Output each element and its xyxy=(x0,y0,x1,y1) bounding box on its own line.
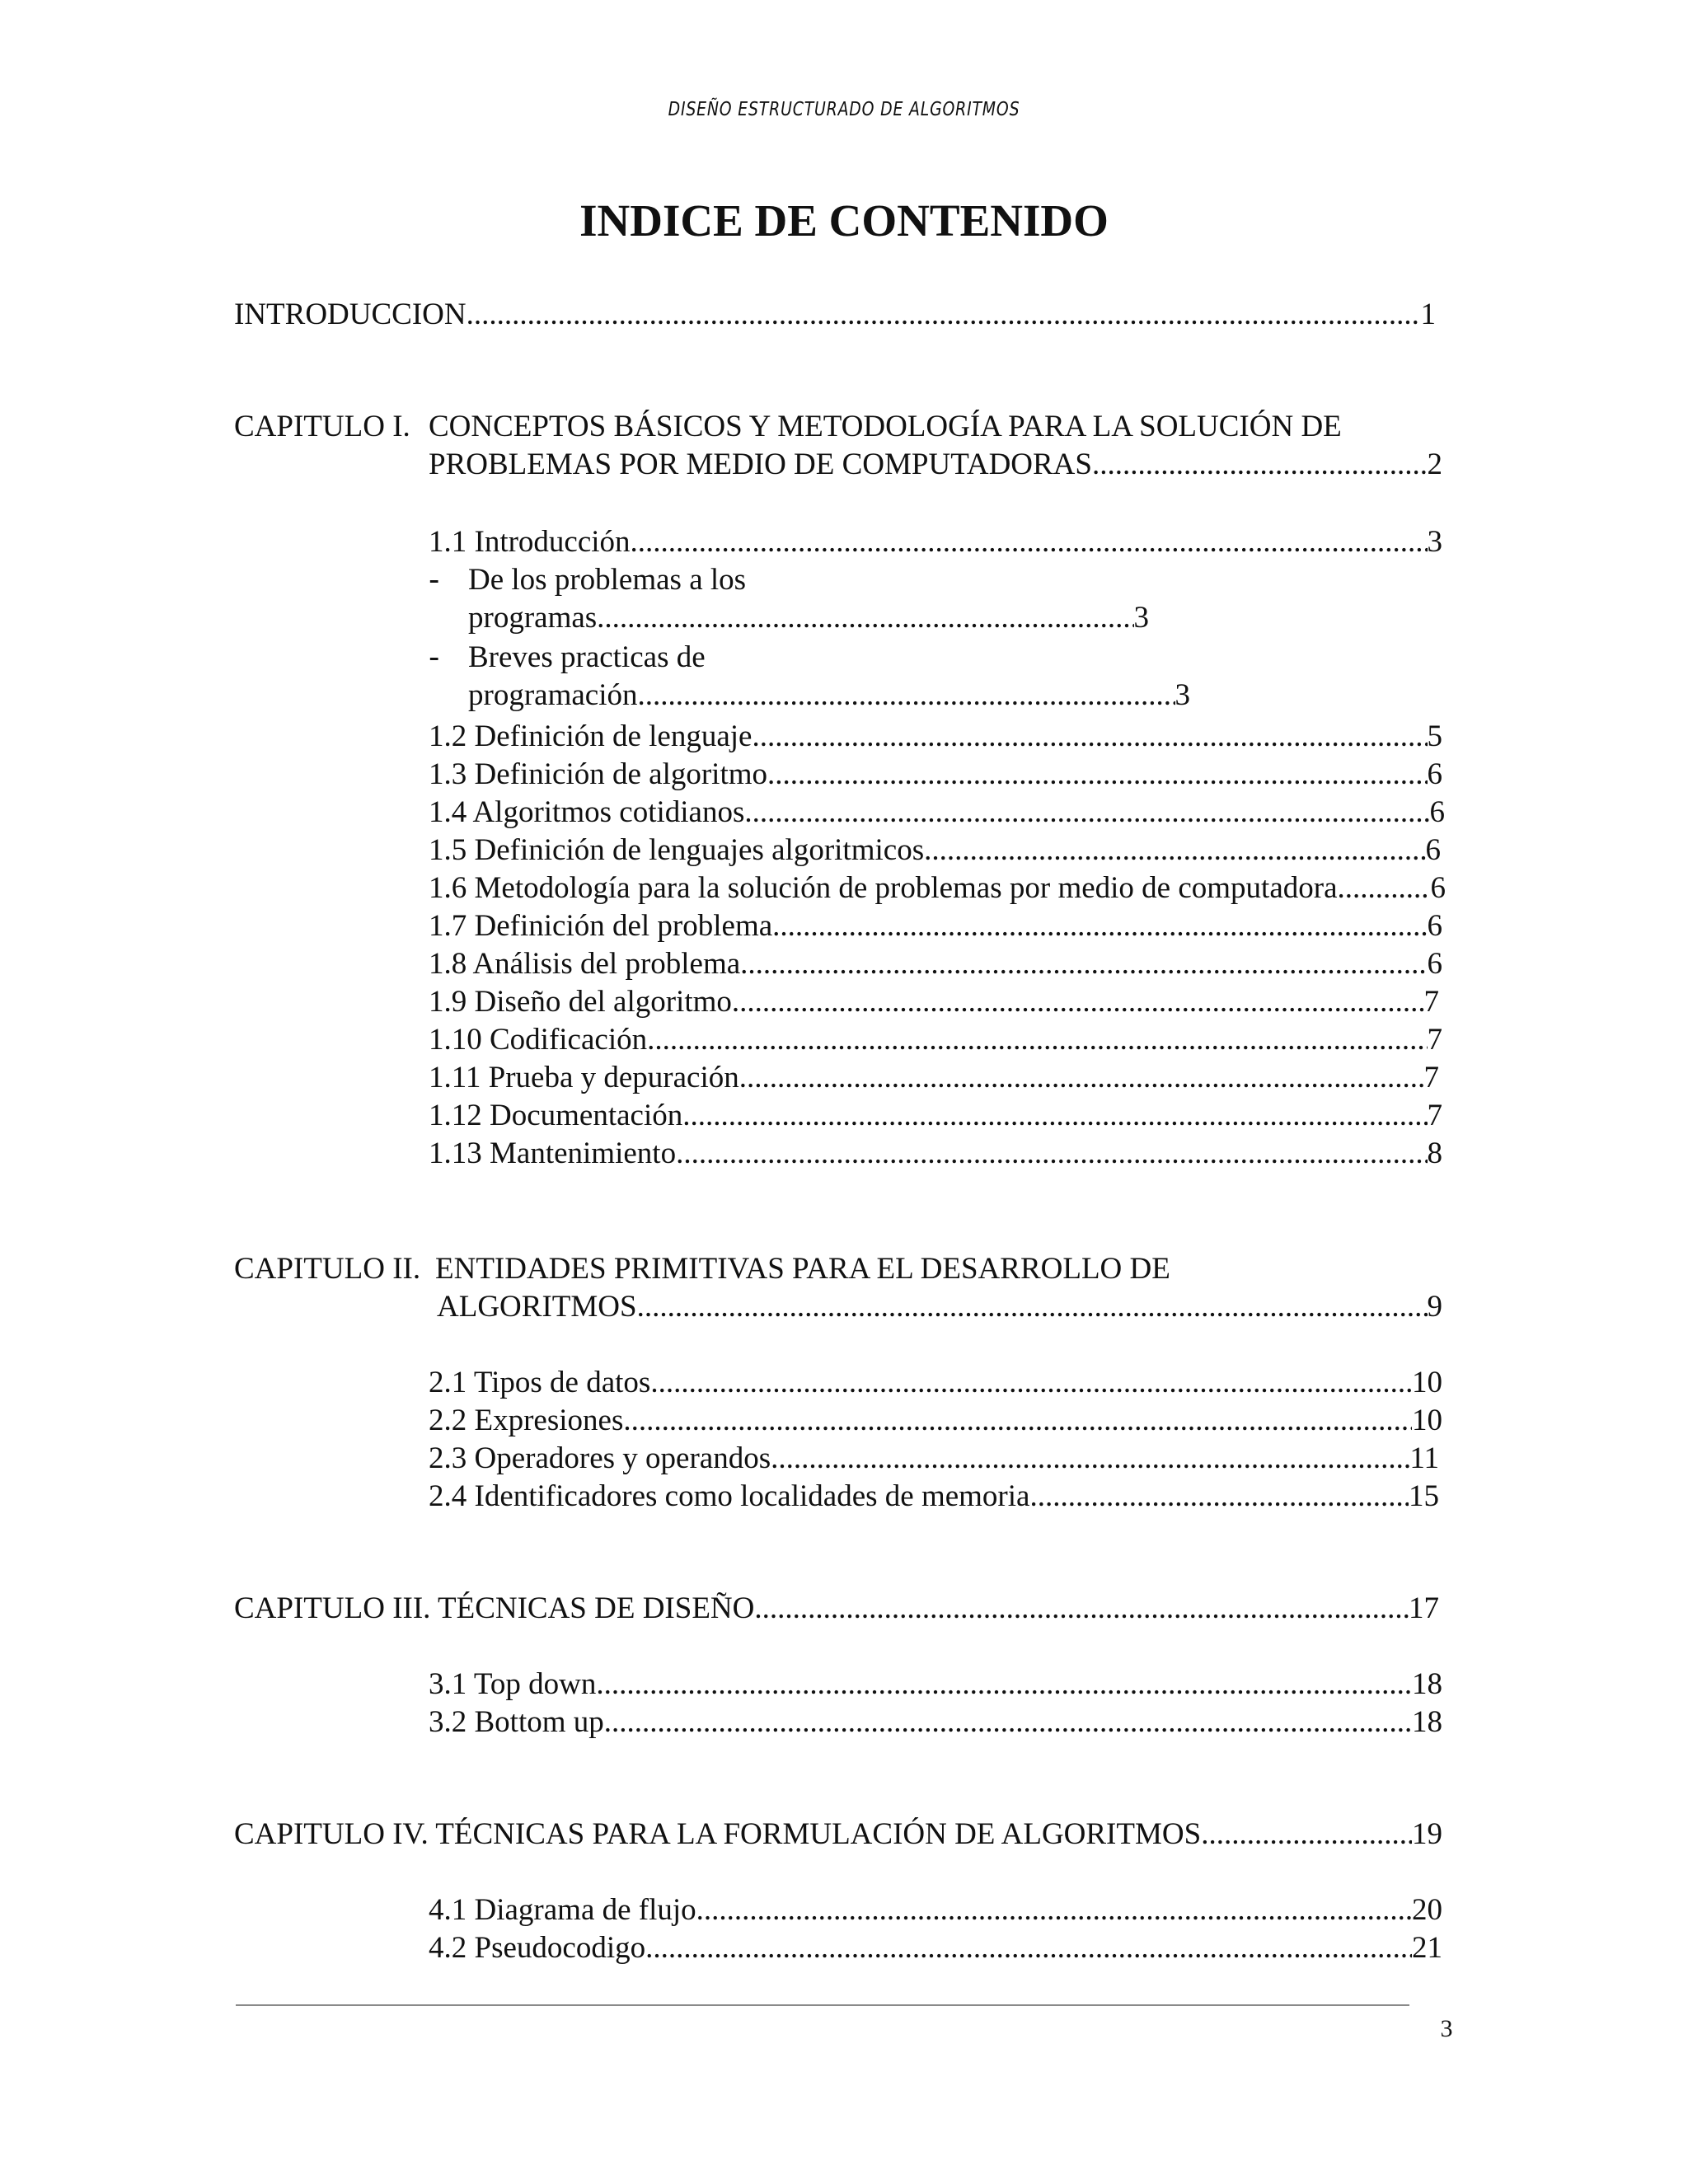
toc-item-page: 10 xyxy=(1412,1404,1442,1437)
toc-item-text: 4.1 Diagrama de flujo xyxy=(429,1893,696,1927)
toc-item-page: 3 xyxy=(1175,678,1190,712)
toc-item-page: 3 xyxy=(1427,525,1442,559)
toc-item-1-11[interactable] xyxy=(429,1058,1439,1098)
dot-leader xyxy=(740,944,1427,984)
dot-leader xyxy=(631,523,1428,562)
toc-item-text: 1.3 Definición de algoritmo xyxy=(429,757,768,791)
toc-item-page: 6 xyxy=(1425,833,1441,867)
dot-leader xyxy=(604,1703,1412,1742)
toc-item-text: 1.10 Codificación xyxy=(429,1023,648,1057)
toc-item-page: 6 xyxy=(1427,757,1442,791)
bullet-dash: - xyxy=(429,640,440,675)
dot-leader xyxy=(650,1363,1412,1403)
dot-leader xyxy=(1029,1477,1409,1516)
toc-item-page: 20 xyxy=(1412,1893,1442,1927)
toc-item-page: 18 xyxy=(1412,1667,1442,1701)
toc-item-page: 7 xyxy=(1427,1023,1442,1057)
toc-entry-page: 1 xyxy=(1420,298,1436,331)
toc-item-1-8[interactable] xyxy=(429,944,1442,984)
toc-item-page: 8 xyxy=(1427,1137,1442,1170)
chapter-2-title-line1[interactable]: ENTIDADES PRIMITIVAS PARA EL DESARROLLO DE xyxy=(435,1252,1170,1286)
toc-item-text: 1.9 Diseño del algoritmo xyxy=(429,985,732,1019)
chapter-4-label: CAPITULO IV. TÉCNICAS PARA LA FORMULACIÓN DE ALGORITMOS xyxy=(234,1817,1202,1851)
dot-leader xyxy=(767,755,1427,794)
toc-item-page: 6 xyxy=(1427,947,1442,981)
page-number: 3 xyxy=(1440,2015,1453,2042)
toc-item-1-1[interactable] xyxy=(429,523,1442,562)
chapter-3-label: CAPITULO III. TÉCNICAS DE DISEÑO xyxy=(234,1591,755,1625)
toc-item-text: 1.1 Introducción xyxy=(429,525,631,559)
chapter-4-page: 19 xyxy=(1412,1817,1442,1851)
dot-leader xyxy=(647,1020,1427,1060)
chapter-2-label: CAPITULO II. xyxy=(234,1252,421,1286)
toc-item-1-6[interactable] xyxy=(429,869,1446,908)
toc-item-page: 6 xyxy=(1430,871,1446,905)
toc-item-page: 21 xyxy=(1412,1931,1442,1965)
toc-item-1-4[interactable] xyxy=(429,793,1445,832)
toc-item-text: 2.2 Expresiones xyxy=(429,1404,624,1437)
dot-leader xyxy=(772,907,1427,946)
chapter-2-title-line2: ALGORITMOS xyxy=(437,1290,637,1324)
chapter-1-page: 2 xyxy=(1427,448,1442,481)
toc-entry-introduccion[interactable] xyxy=(234,295,1436,335)
toc-item-1-13[interactable] xyxy=(429,1134,1442,1174)
toc-item-2-2[interactable] xyxy=(429,1401,1442,1441)
dot-leader xyxy=(752,717,1427,757)
chapter-1-title-line2: PROBLEMAS POR MEDIO DE COMPUTADORAS xyxy=(429,448,1092,481)
toc-item-text: 1.6 Metodología para la solución de problemas por medio de computadora xyxy=(429,871,1338,905)
toc-item-text: programación xyxy=(468,678,638,712)
dot-leader xyxy=(696,1891,1412,1930)
toc-item-text: 2.1 Tipos de datos xyxy=(429,1366,651,1399)
chapter-2-page: 9 xyxy=(1427,1290,1442,1324)
dot-leader xyxy=(744,793,1429,832)
chapter-1-title-line1[interactable]: CONCEPTOS BÁSICOS Y METODOLOGÍA PARA LA SOLUCIÓN DE xyxy=(429,410,1342,443)
toc-item-1-10[interactable] xyxy=(429,1020,1442,1060)
subitem-programas[interactable] xyxy=(468,598,1149,638)
chapter-3-entry[interactable] xyxy=(234,1589,1439,1629)
dot-leader xyxy=(1092,445,1428,485)
dot-leader xyxy=(771,1439,1409,1479)
toc-item-4-1[interactable] xyxy=(429,1891,1442,1930)
toc-item-page: 7 xyxy=(1423,985,1439,1019)
dot-leader xyxy=(623,1401,1412,1441)
dot-leader xyxy=(754,1589,1409,1629)
toc-item-text: 1.12 Documentación xyxy=(429,1099,683,1132)
toc-item-text: 1.11 Prueba y depuración xyxy=(429,1061,739,1094)
toc-item-text: 1.7 Definición del problema xyxy=(429,909,773,943)
dot-leader xyxy=(645,1929,1412,1968)
subitem-line1[interactable]: Breves practicas de xyxy=(468,640,706,674)
toc-item-text: 1.4 Algoritmos cotidianos xyxy=(429,795,745,829)
chapter-1-label: CAPITULO I. xyxy=(234,410,410,443)
toc-item-2-4[interactable] xyxy=(429,1477,1439,1516)
toc-item-page: 5 xyxy=(1427,719,1442,753)
chapter-1-entry[interactable] xyxy=(429,445,1442,485)
toc-item-text: 1.5 Definición de lenguajes algoritmicos xyxy=(429,833,925,867)
toc-item-1-3[interactable] xyxy=(429,755,1442,794)
toc-item-2-1[interactable] xyxy=(429,1363,1442,1403)
toc-item-page: 18 xyxy=(1412,1705,1442,1739)
bullet-dash: - xyxy=(429,562,440,598)
dot-leader xyxy=(637,1287,1428,1327)
toc-item-1-9[interactable] xyxy=(429,982,1439,1022)
toc-item-page: 7 xyxy=(1423,1061,1439,1094)
page-title: INDICE DE CONTENIDO xyxy=(579,195,1109,246)
dot-leader xyxy=(1338,869,1431,908)
toc-item-text: 2.4 Identificadores como localidades de memoria xyxy=(429,1479,1030,1513)
toc-item-text: 1.2 Definición de lenguaje xyxy=(429,719,753,753)
subitem-line1[interactable]: De los problemas a los xyxy=(468,563,747,597)
chapter-3-page: 17 xyxy=(1409,1591,1439,1625)
toc-item-text: programas xyxy=(468,601,598,635)
footer-divider xyxy=(236,2004,1409,2006)
toc-item-text: 3.1 Top down xyxy=(429,1667,597,1701)
toc-entry-text: INTRODUCCION xyxy=(234,298,467,331)
dot-leader xyxy=(924,831,1425,870)
toc-item-1-7[interactable] xyxy=(429,907,1442,946)
toc-item-text: 1.8 Análisis del problema xyxy=(429,947,741,981)
dot-leader xyxy=(732,982,1424,1022)
toc-item-text: 4.2 Pseudocodigo xyxy=(429,1931,646,1965)
toc-item-page: 7 xyxy=(1427,1099,1442,1132)
toc-item-page: 15 xyxy=(1409,1479,1439,1513)
toc-item-text: 2.3 Operadores y operandos xyxy=(429,1441,771,1475)
toc-item-page: 3 xyxy=(1133,601,1149,635)
toc-item-1-5[interactable] xyxy=(429,831,1441,870)
dot-leader xyxy=(596,1665,1412,1704)
chapter-4-entry[interactable] xyxy=(234,1815,1442,1854)
dot-leader xyxy=(676,1134,1427,1174)
toc-item-4-2[interactable] xyxy=(429,1929,1442,1968)
subitem-programacion[interactable] xyxy=(468,676,1190,715)
toc-item-page: 10 xyxy=(1412,1366,1442,1399)
dot-leader xyxy=(597,598,1133,638)
toc-item-text: 3.2 Bottom up xyxy=(429,1705,604,1739)
chapter-2-entry[interactable] xyxy=(437,1287,1442,1327)
toc-item-2-3[interactable] xyxy=(429,1439,1439,1479)
toc-item-page: 11 xyxy=(1409,1441,1439,1475)
toc-item-1-2[interactable] xyxy=(429,717,1442,757)
toc-item-text: 1.13 Mantenimiento xyxy=(429,1137,677,1170)
toc-item-1-12[interactable] xyxy=(429,1096,1442,1136)
dot-leader xyxy=(682,1096,1427,1136)
dot-leader xyxy=(467,295,1421,335)
toc-item-page: 6 xyxy=(1427,909,1442,943)
running-header: DISEÑO ESTRUCTURADO DE ALGORITMOS xyxy=(668,99,1020,120)
dot-leader xyxy=(1201,1815,1412,1854)
dot-leader xyxy=(637,676,1175,715)
toc-item-3-2[interactable] xyxy=(429,1703,1442,1742)
toc-item-3-1[interactable] xyxy=(429,1665,1442,1704)
toc-item-page: 6 xyxy=(1429,795,1445,829)
dot-leader xyxy=(739,1058,1424,1098)
